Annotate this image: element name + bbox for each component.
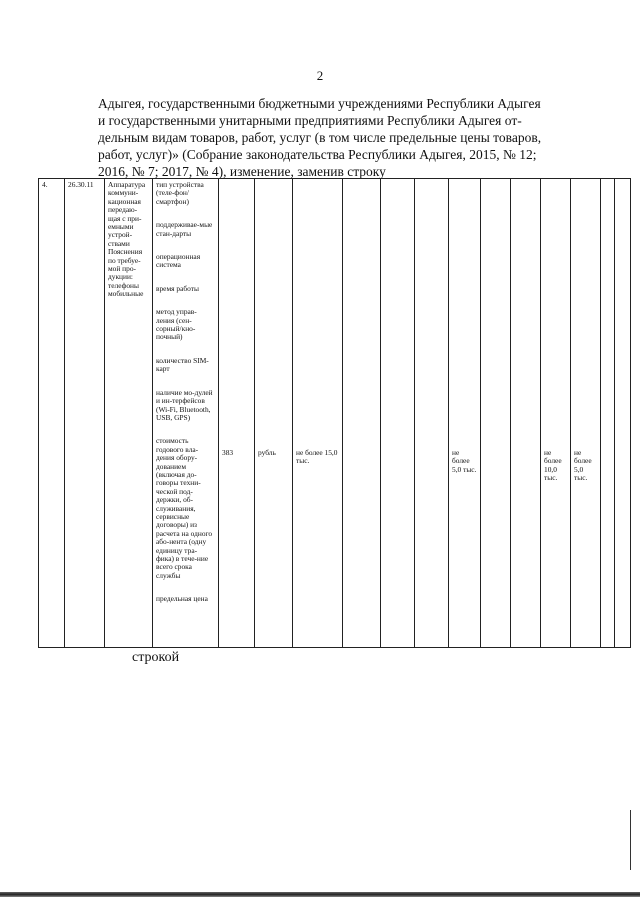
empty-cell [615, 179, 631, 648]
characteristic-item: наличие мо-дулей и ин-терфейсов (Wi-Fi, Bluetooth, USB, GPS) [156, 387, 213, 422]
page-number: 2 [316, 68, 324, 83]
characteristic-item: операционная система [156, 252, 201, 270]
value-text: не более 15,0 тыс. [296, 448, 338, 466]
empty-cell [511, 179, 541, 648]
empty-cell [481, 179, 511, 648]
scan-bottom-border [0, 892, 640, 897]
value-text: не более 5,0 тыс. [574, 448, 592, 483]
table-row [39, 179, 631, 648]
characteristics-cell [153, 179, 219, 648]
intro-line: дельным видам товаров, работ, услуг (в том числе предельные цены товаров, [98, 130, 542, 145]
okei-code: 383 [222, 448, 234, 457]
row-number-cell: 4. [39, 179, 65, 648]
value-cell [541, 179, 571, 648]
intro-line: 2016, № 7; 2017, № 4), изменение, заменив строку [98, 164, 386, 179]
value-text: не более 10,0 тыс. [544, 448, 562, 483]
intro-line: и государственными унитарными предприятиями Республики Адыгея от- [98, 113, 522, 128]
value-text: не более 5,0 тыс. [452, 448, 477, 474]
value-cell [293, 179, 343, 648]
intro-line: работ, услуг)» (Собрание законодательства Республики Адыгея, 2015, № 12; [98, 147, 537, 162]
empty-cell [343, 179, 381, 648]
intro-paragraph [98, 95, 578, 180]
characteristic-item: тип устройства (теле-фон/смартфон) [156, 180, 204, 206]
characteristic-item: предельная цена [156, 594, 208, 604]
scan-edge-line [630, 810, 631, 870]
unit-name: рубль [258, 448, 276, 457]
characteristic-item: поддерживае-мые стан-дарты [156, 220, 213, 238]
characteristic-item: метод управ-ления (сен-сорный/кно-почный) [156, 307, 197, 342]
okei-code-cell [219, 179, 255, 648]
empty-cell [381, 179, 415, 648]
characteristic-item: стоимость годового вла-дения обору-дованием (включая до-говоры техни-ческой под-держки, об-служивания, сервисные договоры) из расчета на одного або-нента (одну единицу тра-фика) в тече-ние всего срока службы [156, 436, 213, 580]
value-cell [449, 179, 481, 648]
unit-cell [255, 179, 293, 648]
after-table-text: строкой [132, 650, 180, 665]
okpd-code-cell: 26.30.11 [65, 179, 105, 648]
value-cell [571, 179, 601, 648]
requirements-table [38, 178, 631, 648]
intro-line: Адыгея, государственными бюджетными учреждениями Республики Адыгея [98, 96, 541, 111]
empty-cell [601, 179, 615, 648]
characteristic-item: время работы [156, 283, 199, 293]
product-name-cell: Аппаратура коммуни-кационная передаю-щая с при-емными устрой-ствами Пояснения по требуе-мой про-дукции: телефоны мобильные [105, 179, 153, 648]
empty-cell [415, 179, 449, 648]
characteristic-item: количество SIM-карт [156, 355, 209, 374]
